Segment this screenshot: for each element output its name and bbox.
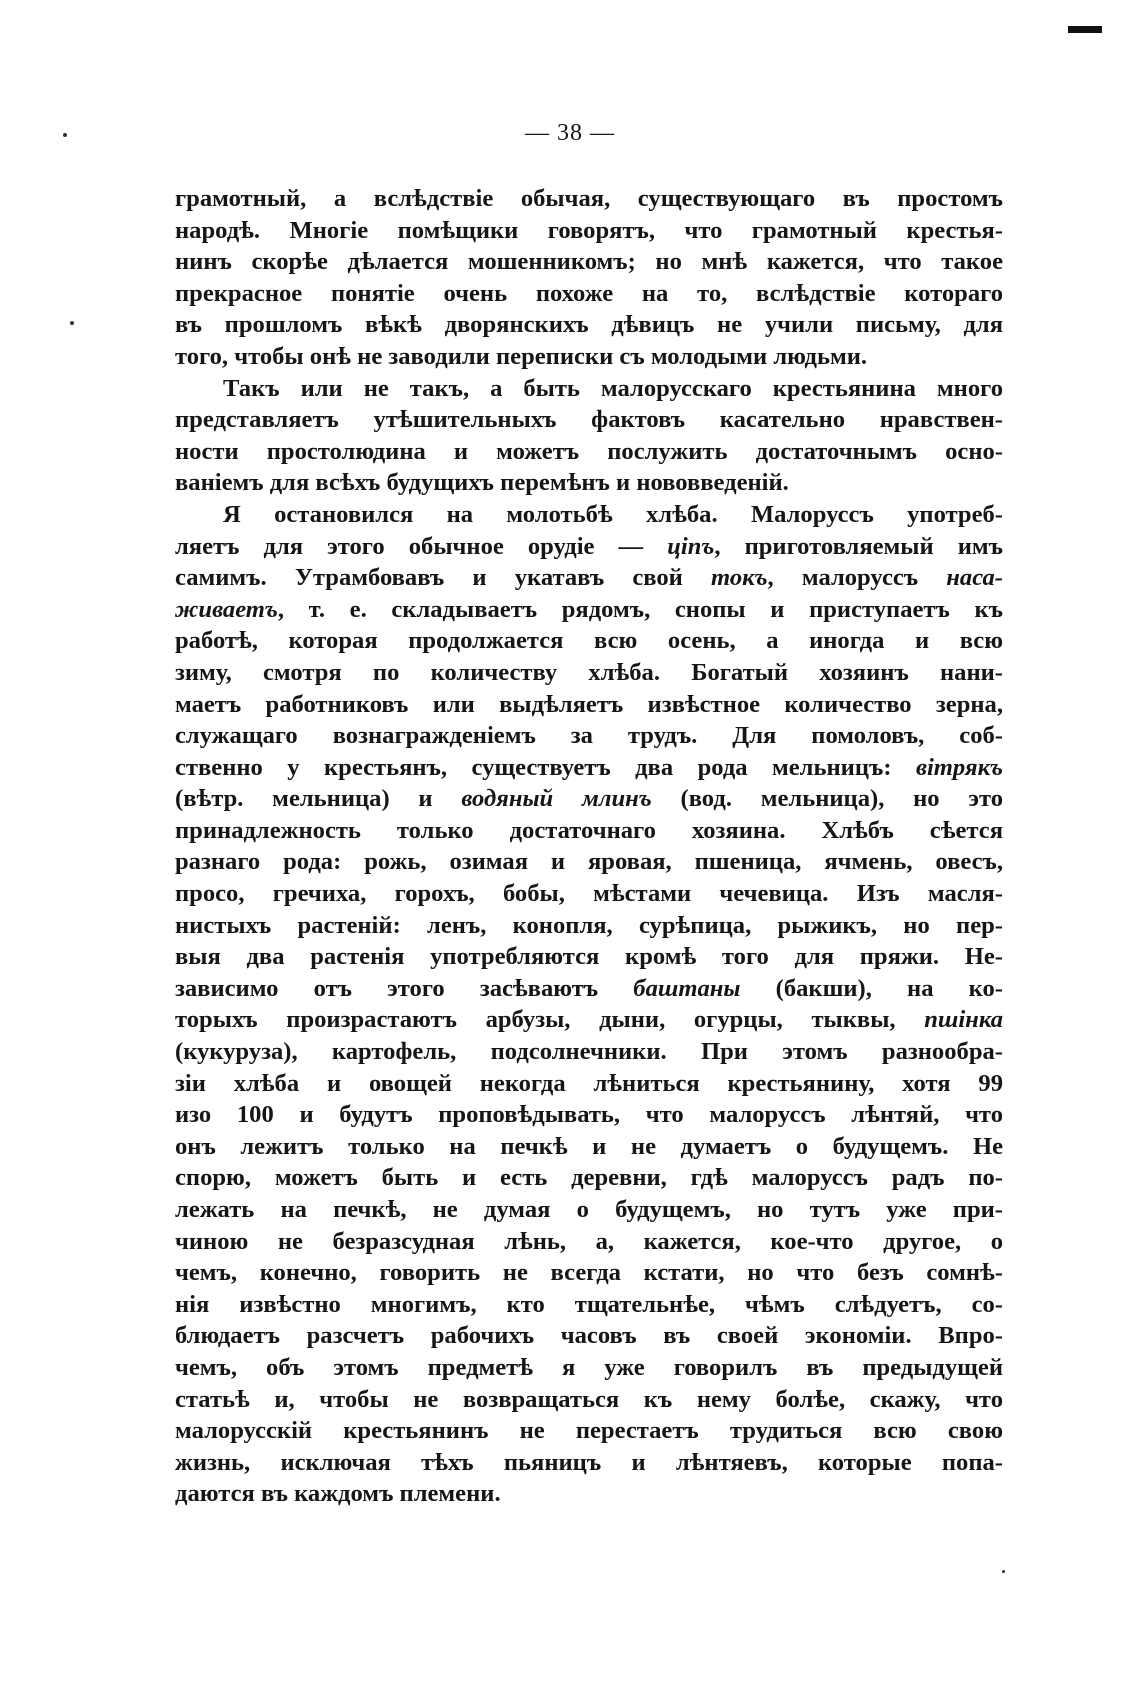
scan-corner-mark <box>1068 26 1102 33</box>
text-line: Такъ или не такъ, а быть малорусскаго крестьянина много <box>223 374 1003 402</box>
text-line: чемъ, конечно, говорить не всегда кстати, но что безъ сомнѣ- <box>175 1259 1003 1287</box>
italic-term: живаетъ <box>175 595 278 623</box>
text-line: торыхъ произрастаютъ арбузы, дыни, огурцы, тыквы, пшінка <box>175 1006 1003 1034</box>
italic-term: наса- <box>946 564 1003 592</box>
text-line: служащаго вознагражденіемъ за трудъ. Для помоловъ, соб- <box>175 722 1003 750</box>
text-line: работѣ, которая продолжается всю осень, а иногда и всю <box>175 627 1003 655</box>
text-line: спорю, можетъ быть и есть деревни, гдѣ малоруссъ радъ по- <box>175 1164 1003 1192</box>
text-line: ственно у крестьянъ, существуетъ два рода мельницъ: вітрякъ <box>175 753 1003 781</box>
text-line: ляетъ для этого обычное орудіе — ціпъ, приготовляемый имъ <box>175 532 1004 560</box>
text-line: прекрасное понятіе очень похоже на то, вслѣдствіе котораго <box>175 279 1003 307</box>
scan-speck <box>1002 1570 1005 1573</box>
text-line: принадлежность только достаточнаго хозяина. Хлѣбъ сѣется <box>175 816 1003 844</box>
italic-term: ціпъ <box>667 532 715 560</box>
text-line: даются въ каждомъ племени. <box>175 1480 501 1508</box>
text-line: блюдаетъ разсчетъ рабочихъ часовъ въ своей экономіи. Впро- <box>175 1322 1003 1350</box>
text-line: живаетъ, т. е. складываетъ рядомъ, снопы и приступаетъ къ <box>175 595 1003 623</box>
text-line: народѣ. Многіе помѣщики говорятъ, что грамотный крестья- <box>175 216 1003 244</box>
text-line: грамотный, а вслѣдствіе обычая, существующаго въ простомъ <box>175 185 1003 212</box>
body-text <box>175 183 1003 1510</box>
text-line: зіи хлѣба и овощей некогда лѣниться крестьянину, хотя 99 <box>175 1069 1003 1097</box>
text-line: того, чтобы онѣ не заводили переписки съ молодыми людьми. <box>175 342 868 370</box>
text-line: зависимо отъ этого засѣваютъ баштаны (бакши), на ко- <box>175 974 1003 1002</box>
text-line: онъ лежитъ только на печкѣ и не думаетъ о будущемъ. Не <box>175 1132 1003 1160</box>
text-line: ваніемъ для всѣхъ будущихъ перемѣнъ и нововведеній. <box>175 469 789 497</box>
text-line: въ прошломъ вѣкѣ дворянскихъ дѣвицъ не учили письму, для <box>175 311 1003 339</box>
text-line: ности простолюдина и можетъ послужить достаточнымъ осно- <box>175 437 1003 465</box>
paragraph <box>175 183 1003 373</box>
text-line: изо 100 и будутъ проповѣдывать, что малоруссъ лѣнтяй, что <box>175 1101 1003 1129</box>
text-line: зиму, смотря по количеству хлѣба. Богатый хозяинъ нани- <box>175 658 1003 686</box>
text-line: малорусскій крестьянинъ не перестаетъ трудиться всю свою <box>175 1417 1003 1445</box>
text-line: лежать на печкѣ, не думая о будущемъ, но тутъ уже при- <box>175 1196 1003 1223</box>
text-line: просо, гречиха, горохъ, бобы, мѣстами чечевица. Изъ масля- <box>175 880 1003 908</box>
text-line: чиною не безразсудная лѣнь, а, кажется, кое-что другое, о <box>175 1227 1003 1255</box>
text-line: чемъ, объ этомъ предметѣ я уже говорилъ въ предыдущей <box>175 1353 1003 1381</box>
text-line: самимъ. Утрамбовавъ и укатавъ свой токъ, малоруссъ наса- <box>175 564 1003 592</box>
scan-speck <box>70 321 74 325</box>
text-line: разнаго рода: рожь, озимая и яровая, пшеница, ячмень, овесъ, <box>175 848 1003 876</box>
italic-term: водяный млинъ <box>461 785 652 813</box>
text-line: (вѣтр. мельница) и водяный млинъ (вод. мельница), но это <box>175 785 1003 813</box>
text-line: выя два растенія употребляются кромѣ того для пряжи. Не- <box>175 943 1003 971</box>
text-line: Я остановился на молотьбѣ хлѣба. Малоруссъ употреб- <box>223 500 1003 528</box>
text-line: статьѣ и, чтобы не возвращаться къ нему болѣе, скажу, что <box>175 1385 1003 1413</box>
text-line: жизнь, исключая тѣхъ пьяницъ и лѣнтяевъ, которые попа- <box>175 1448 1003 1476</box>
text-line: представляетъ утѣшительныхъ фактовъ касательно нравствен- <box>175 406 1003 434</box>
italic-term: вітрякъ <box>915 753 1003 781</box>
text-line: (кукуруза), картофель, подсолнечники. При этомъ разнообра- <box>175 1038 1003 1066</box>
paragraph <box>175 373 1003 499</box>
page-number: — 38 — <box>525 120 615 146</box>
italic-term: пшінка <box>924 1006 1003 1034</box>
italic-term: баштаны <box>633 974 741 1002</box>
paragraph <box>175 499 1003 1510</box>
text-line: нинъ скорѣе дѣлается мошенникомъ; но мнѣ кажется, что такое <box>175 248 1003 276</box>
text-line: нія извѣстно многимъ, кто тщательнѣе, чѣмъ слѣдуетъ, со- <box>175 1290 1003 1318</box>
italic-term: токъ <box>711 564 768 592</box>
text-line: нистыхъ растеній: ленъ, конопля, сурѣпица, рыжикъ, но пер- <box>175 911 1003 939</box>
text-line: маетъ работниковъ или выдѣляетъ извѣстное количество зерна, <box>175 690 1003 718</box>
